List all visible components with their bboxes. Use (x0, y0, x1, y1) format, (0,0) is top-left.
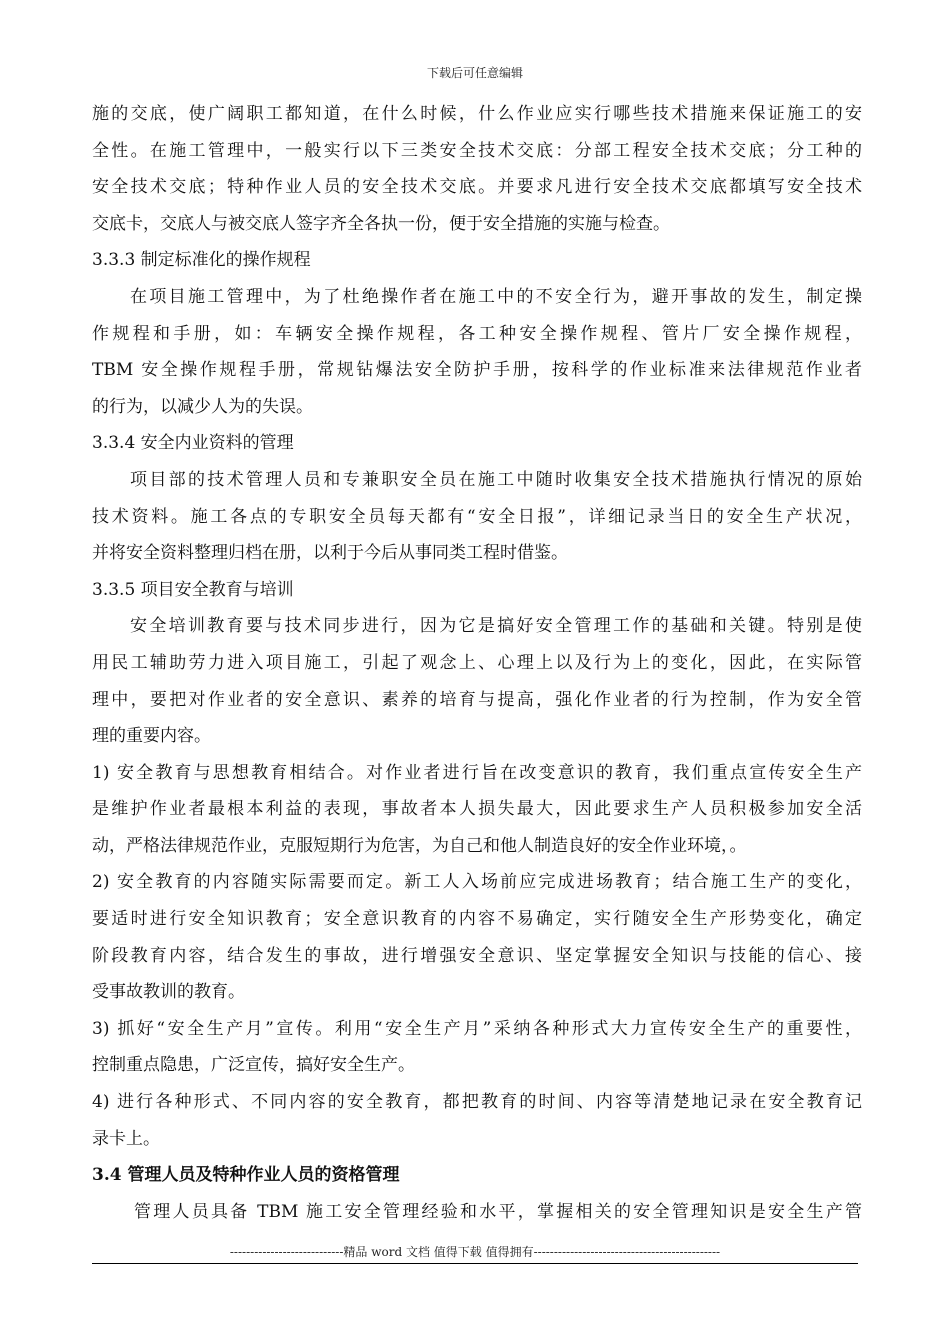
text-line: 动，严格法律规范作业，克服短期行为危害，为自己和他人制造良好的安全作业环境，。 (92, 835, 747, 856)
text-line: 阶段教育内容，结合发生的事故，进行增强安全意识、坚定掌握安全知识与技能的信心、接 (92, 945, 862, 966)
text-line: 2) 安全教育的内容随实际需要而定。新工人入场前应完成进场教育；结合施工生产的变化， (92, 872, 862, 893)
text-line: 3) 抓好“安全生产月”宣传。利用“安全生产月”采纳各种形式大力宣传安全生产的重要性， (92, 1018, 862, 1039)
text-line: 控制重点隐患，广泛宣传，搞好安全生产。 (92, 1055, 415, 1076)
text-line: 交底卡，交底人与被交底人签字齐全各执一份，便于安全措施的实施与检查。 (92, 213, 670, 234)
text-line: 项目部的技术管理人员和专兼职安全员在施工中随时收集安全技术措施执行情况的原始 (130, 469, 862, 490)
text-line: 安全技术交底；特种作业人员的安全技术交底。并要求凡进行安全技术交底都填写安全技术 (92, 177, 862, 198)
section-heading: 3.4 管理人员及特种作业人员的资格管理 (92, 1165, 400, 1186)
text-line: 全性。在施工管理中，一般实行以下三类安全技术交底：分部工程安全技术交底；分工种的 (92, 140, 862, 161)
text-line: 并将安全资料整理归档在册，以利于今后从事同类工程时借鉴。 (92, 543, 568, 564)
text-line: 3.3.3 制定标准化的操作规程 (92, 250, 311, 271)
text-line: 技术资料。施工各点的专职安全员每天都有“安全日报”，详细记录当日的安全生产状况， (92, 506, 862, 527)
text-line: 管理人员具备 TBM 施工安全管理经验和水平，掌握相关的安全管理知识是安全生产管 (134, 1201, 862, 1222)
text-line: 理的重要内容。 (92, 726, 211, 747)
text-line: 理中，要把对作业者的安全意识、素养的培育与提高，强化作业者的行为控制，作为安全管 (92, 689, 862, 710)
text-line: 的行为，以减少人为的失误。 (92, 396, 313, 417)
text-line: 3.3.4 安全内业资料的管理 (92, 433, 294, 454)
text-line: 1) 安全教育与思想教育相结合。对作业者进行旨在改变意识的教育，我们重点宣传安全生产 (92, 762, 862, 783)
text-line: 施的交底，使广阔职工都知道，在什么时候，什么作业应实行哪些技术措施来保证施工的安 (92, 104, 862, 124)
text-line: 录卡上。 (92, 1128, 160, 1149)
page-footer: ----------------------------精品 word 文档 值得下载 值得拥有---------------------------------------------- (229, 1245, 721, 1259)
text-line: 作规程和手册，如：车辆安全操作规程，各工种安全操作规程、管片厂安全操作规程， (92, 323, 862, 344)
page-header: 下载后可任意编辑 (426, 66, 523, 80)
text-line: 在项目施工管理中，为了杜绝操作者在施工中的不安全行为，避开事故的发生，制定操 (130, 286, 862, 307)
text-line: 3.3.5 项目安全教育与培训 (92, 579, 294, 600)
document-body (92, 96, 862, 1230)
text-line: TBM 安全操作规程手册，常规钻爆法安全防护手册，按科学的作业标准来法律规范作业者 (92, 360, 862, 381)
text-line: 受事故教训的教育。 (92, 982, 245, 1003)
text-line: 安全培训教育要与技术同步进行，因为它是搞好安全管理工作的基础和关键。特别是使 (130, 616, 862, 637)
footer-rule (92, 1263, 858, 1264)
text-line: 用民工辅助劳力进入项目施工，引起了观念上、心理上以及行为上的变化，因此，在实际管 (92, 652, 862, 673)
text-line: 是维护作业者最根本利益的表现，事故者本人损失最大，因此要求生产人员积极参加安全活 (92, 799, 862, 820)
text-line: 要适时进行安全知识教育；安全意识教育的内容不易确定，实行随安全生产形势变化，确定 (92, 909, 862, 930)
text-line: 4) 进行各种形式、不同内容的安全教育，都把教育的时间、内容等清楚地记录在安全教育记 (92, 1092, 862, 1113)
